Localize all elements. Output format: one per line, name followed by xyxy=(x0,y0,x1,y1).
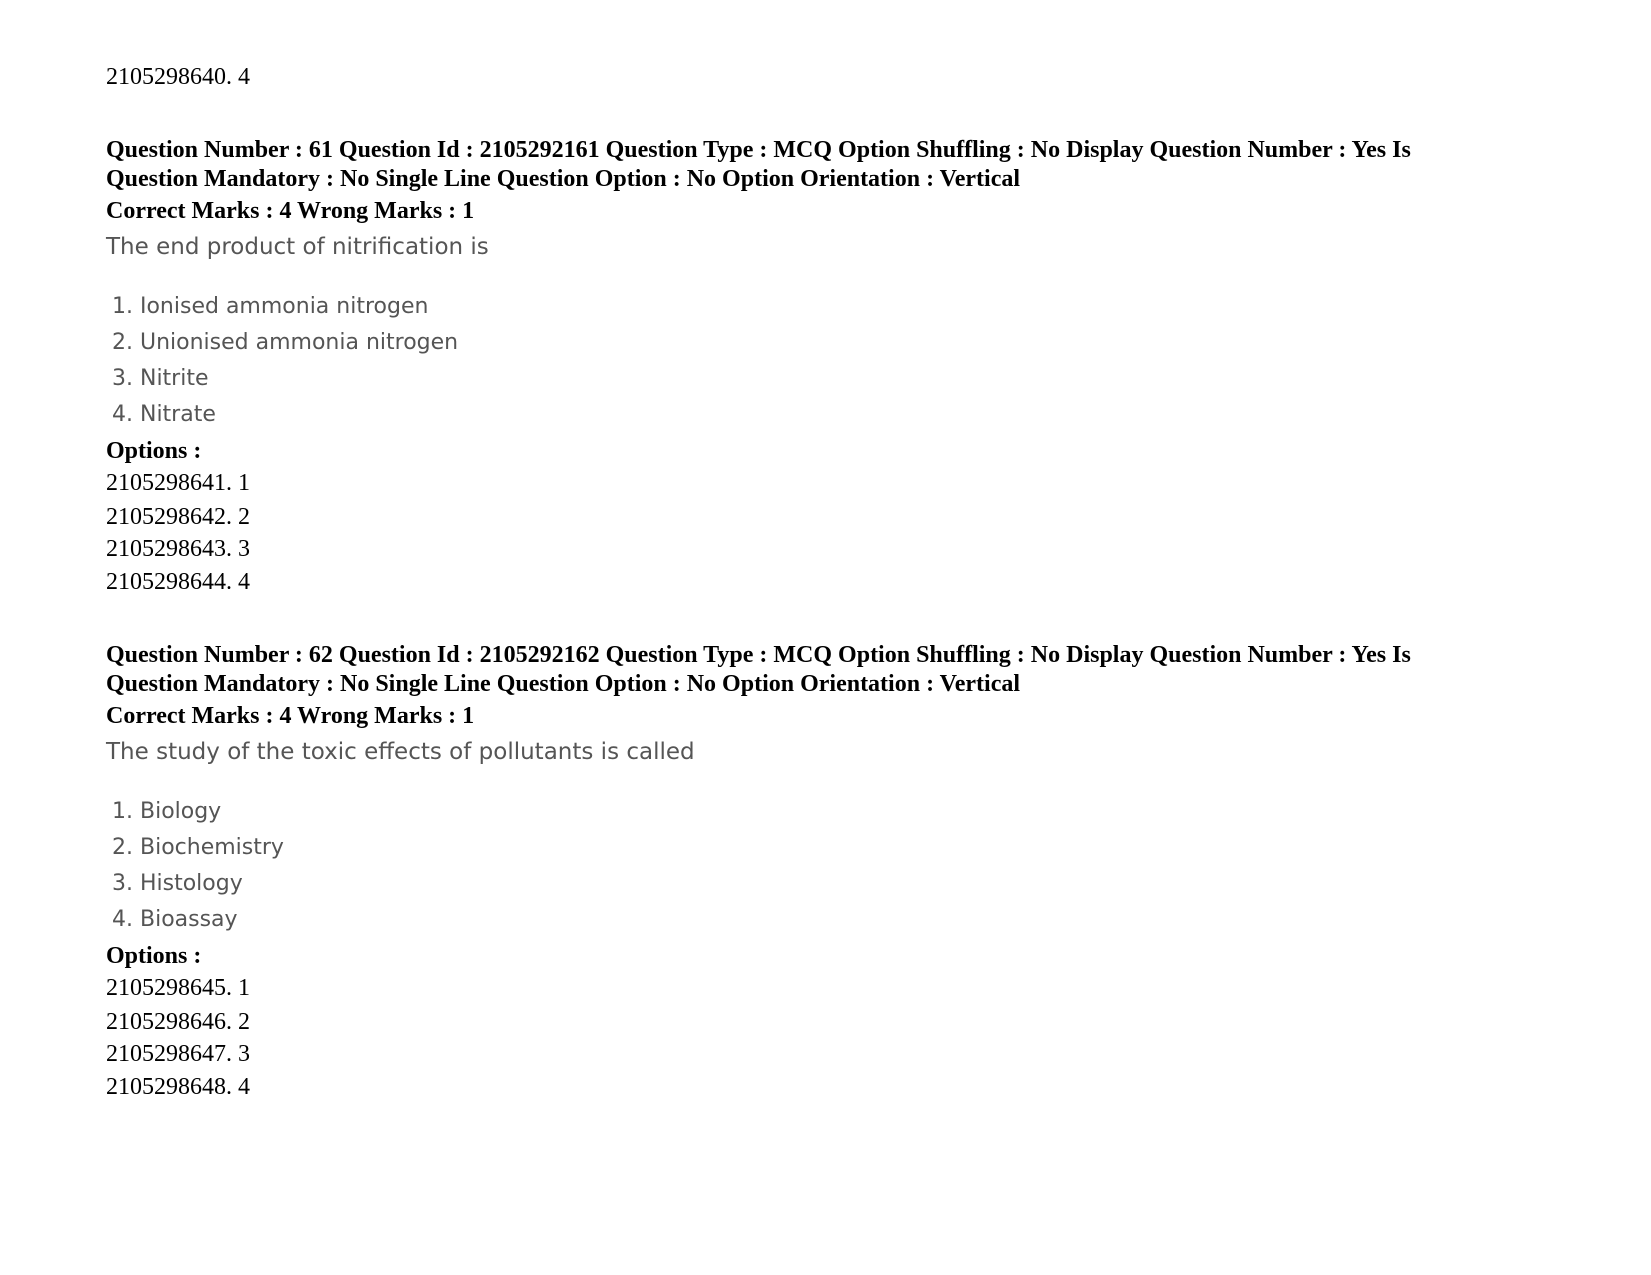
question-text: The study of the toxic effects of pollutants is called xyxy=(106,739,695,765)
question-choice: 4. Nitrate xyxy=(112,402,216,427)
options-label: Options : xyxy=(106,438,202,464)
option-line: 2105298647. 3 xyxy=(106,1041,250,1067)
question-choice: 2. Unionised ammonia nitrogen xyxy=(112,330,459,355)
previous-option-line: 2105298640. 4 xyxy=(106,64,250,90)
question-choice: 1. Ionised ammonia nitrogen xyxy=(112,294,429,319)
question-choice: 2. Biochemistry xyxy=(112,835,284,860)
question-meta-line-1: Question Number : 62 Question Id : 2105292162 Question Type : MCQ Option Shuffling : No Display Question Number : Yes Is xyxy=(106,642,1411,668)
options-label: Options : xyxy=(106,943,202,969)
marks-line: Correct Marks : 4 Wrong Marks : 1 xyxy=(106,198,475,224)
marks-line: Correct Marks : 4 Wrong Marks : 1 xyxy=(106,703,475,729)
option-line: 2105298648. 4 xyxy=(106,1074,250,1100)
option-line: 2105298641. 1 xyxy=(106,470,250,496)
question-choice: 3. Nitrite xyxy=(112,366,209,391)
question-meta-line-2: Question Mandatory : No Single Line Question Option : No Option Orientation : Vertical xyxy=(106,671,1021,697)
question-choice: 3. Histology xyxy=(112,871,243,896)
option-line: 2105298643. 3 xyxy=(106,536,250,562)
question-choice: 1. Biology xyxy=(112,799,222,824)
option-line: 2105298645. 1 xyxy=(106,975,250,1001)
option-line: 2105298644. 4 xyxy=(106,569,250,595)
question-text: The end product of nitrification is xyxy=(106,234,489,260)
option-line: 2105298646. 2 xyxy=(106,1009,250,1035)
option-line: 2105298642. 2 xyxy=(106,504,250,530)
question-meta xyxy=(106,641,1546,699)
question-choice: 4. Bioassay xyxy=(112,907,238,932)
question-meta xyxy=(106,136,1546,194)
question-meta-line-2: Question Mandatory : No Single Line Question Option : No Option Orientation : Vertical xyxy=(106,166,1021,192)
question-meta-line-1: Question Number : 61 Question Id : 2105292161 Question Type : MCQ Option Shuffling : No Display Question Number : Yes Is xyxy=(106,137,1411,163)
